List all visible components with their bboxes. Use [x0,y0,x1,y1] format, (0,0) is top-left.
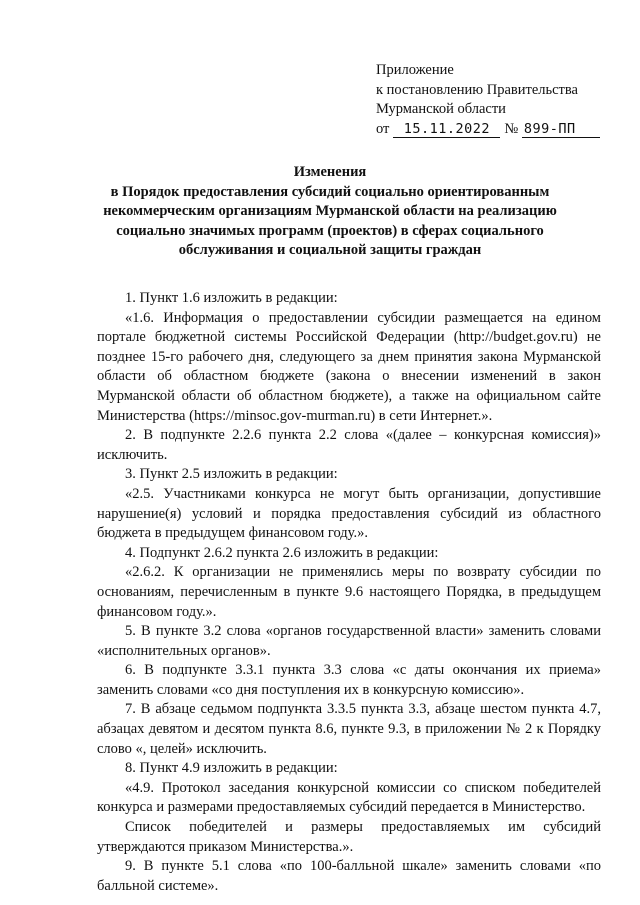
appendix-region: Мурманской области [376,101,506,117]
paragraph-4-9-text: «4.9. Протокол заседания конкурсной комиссии со списком победителей конкурса и размерами предоставляемых субсидий передается в Министерство. [97,779,601,816]
paragraph-7: 7. В абзаце седьмом подпункта 3.3.5 пункта 3.3, абзаце шестом пункта 4.7, абзацах девятом и десятом пункта 8.6, пункте 9.3, в приложении № 2 к Порядку слово «, целей» исключить. [97,701,601,757]
date-prefix: от [376,120,390,137]
title-line-1: в Порядок предоставления субсидий социально ориентированным [110,183,550,200]
paragraph-1: 1. Пункт 1.6 изложить в редакции: [125,290,338,306]
paragraph-8: 8. Пункт 4.9 изложить в редакции: [125,760,338,777]
paragraph-6: 6. В подпункте 3.3.1 пункта 3.3 слова «с даты окончания их приема» заменить словами «со дня поступления их в конкурсную комиссию». [97,662,601,698]
paragraph-4-9-text-2: Список победителей и размеры предоставляемых им субсидий утверждаются приказом Министерства.». [97,819,601,855]
paragraph-2-5-text: «2.5. Участниками конкурса не могут быть организации, допустившие нарушение(я) условий и порядка предоставления субсидий из областного бюджета в предыдущем финансовом году.». [97,485,601,542]
paragraph-5: 5. В пункте 3.2 слова «органов государственной власти» заменить словами «исполнительных органов». [97,623,601,659]
appendix-header [376,61,616,139]
document-body [97,289,601,896]
title-line-2: некоммерческим организациям Мурманской области на реализацию [103,203,557,219]
appendix-date-row [376,120,616,140]
title-line-3: социально значимых программ (проектов) в сферах социального [116,222,544,239]
title-line-4: обслуживания и социальной защиты граждан [178,242,482,258]
title-heading: Изменения [293,164,367,180]
appendix-label: Приложение [376,62,454,78]
resolution-date: 15.11.2022 [393,122,500,138]
number-sign: № [504,120,519,137]
paragraph-2-6-2-text: «2.6.2. К организации не применялись меры по возврату субсидии по основаниям, перечисленным в пункте 9.6 настоящего Порядка, в предыдущем финансовом году.». [97,564,601,620]
document-title [70,163,590,261]
paragraph-4: 4. Подпункт 2.6.2 пункта 2.6 изложить в редакции: [125,544,439,561]
appendix-resolution: к постановлению Правительства [376,81,578,98]
paragraph-3: 3. Пункт 2.5 изложить в редакции: [125,466,338,483]
paragraph-1-6-text: «1.6. Информация о предоставлении субсидии размещается на едином портале бюджетной системы Российской Федерации (http://budget.gov.ru) не позднее 15-го рабочего дня, следующего за днем принятия закона Мурманской области об областном бюджете (закона о внесении изменений в закон Мурманской области об областном бюджете), а также на официальном сайте Министерства (https://minsoc.gov-murman.ru) в сети Интернет.». [97,309,601,424]
paragraph-9: 9. В пункте 5.1 слова «по 100-балльной шкале» заменить словами «по балльной системе». [97,858,601,894]
resolution-number: 899-ПП [522,122,600,138]
paragraph-2: 2. В подпункте 2.2.6 пункта 2.2 слова «(далее – конкурсная комиссия)» исключить. [97,427,601,463]
